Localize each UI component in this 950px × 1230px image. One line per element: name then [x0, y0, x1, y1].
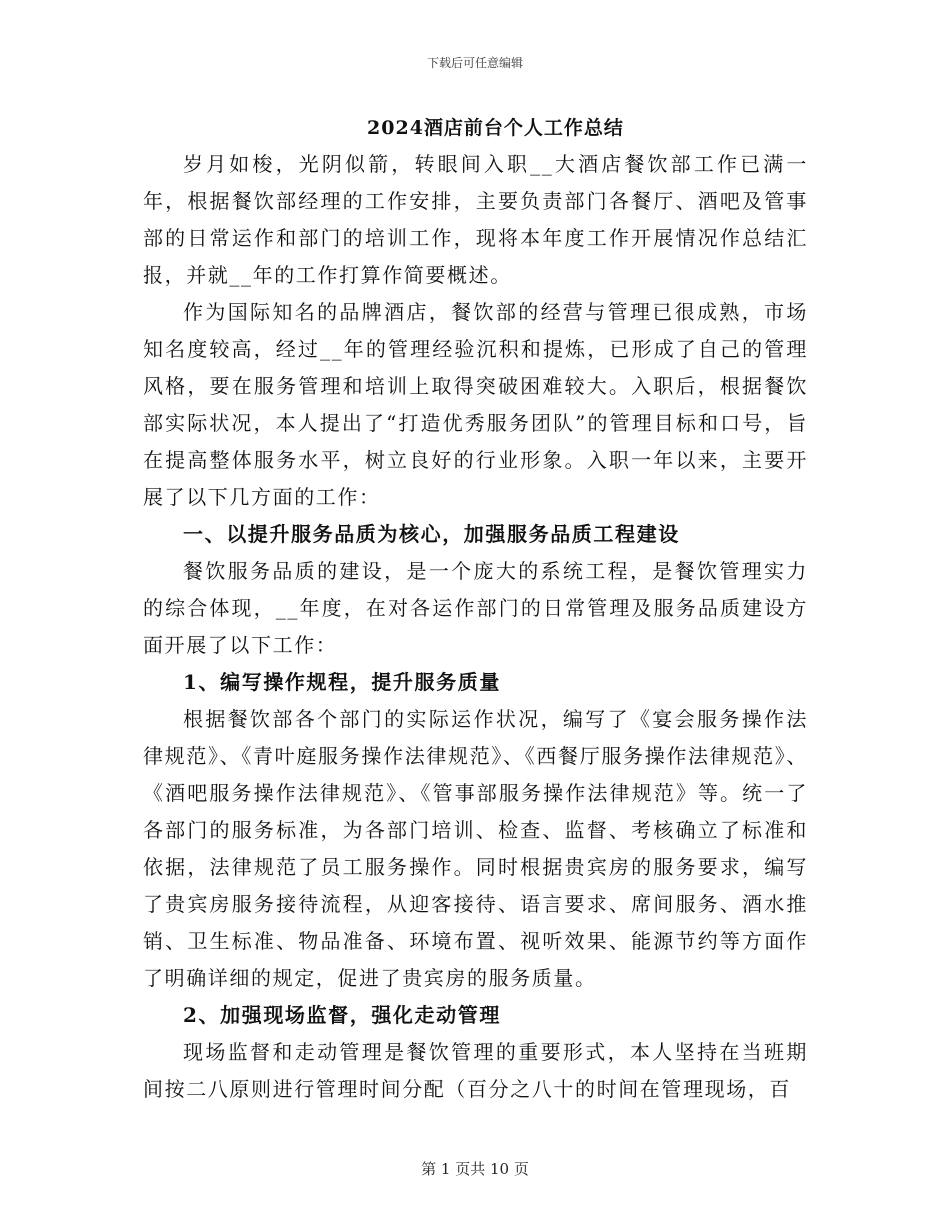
page-footer-number: 第 1 页共 10 页	[421, 1160, 529, 1178]
subsection-1-heading: 1、编写操作规程，提升服务质量	[183, 670, 501, 694]
section-1-paragraph: 餐饮服务品质的建设，是一个庞大的系统工程，是餐饮管理实力的综合体现，__年度，在对各运作部门的日常管理及服务品质建设方面开展了以下工作：	[143, 559, 808, 657]
subsection-2-heading: 2、加强现场监督，强化走动管理	[183, 1003, 501, 1027]
document-body	[143, 110, 808, 1108]
page-header-note: 下载后可任意编辑	[426, 56, 523, 70]
subsection-2-paragraph: 现场监督和走动管理是餐饮管理的重要形式，本人坚持在当班期间按二八原则进行管理时间分配（百分之八十的时间在管理现场，百	[143, 1040, 808, 1101]
document-title: 2024酒店前台个人工作总结	[367, 117, 624, 139]
subsection-1-paragraph: 根据餐饮部各个部门的实际运作状况，编写了《宴会服务操作法律规范》、《青叶庭服务操作法律规范》、《西餐厅服务操作法律规范》、《酒吧服务操作法律规范》、《管事部服务操作法律规范》等。统一了各部门的服务标准，为各部门培训、检查、监督、考核确立了标准和依据，法律规范了员工服务操作。同时根据贵宾房的服务要求，编写了贵宾房服务接待流程，从迎客接待、语言要求、席间服务、酒水推销、卫生标准、物品准备、环境布置、视听效果、能源节约等方面作了明确详细的规定，促进了贵宾房的服务质量。	[143, 707, 808, 990]
intro-paragraph-2: 作为国际知名的品牌酒店，餐饮部的经营与管理已很成熟，市场知名度较高，经过__年的管理经验沉积和提炼，已形成了自己的管理风格，要在服务管理和培训上取得突破困难较大。入职后，根据餐饮部实际状况，本人提出了“打造优秀服务团队”的管理目标和口号，旨在提高整体服务水平，树立良好的行业形象。入职一年以来，主要开展了以下几方面的工作：	[143, 300, 808, 509]
intro-paragraph-1: 岁月如梭，光阴似箭，转眼间入职__大酒店餐饮部工作已满一年，根据餐饮部经理的工作安排，主要负责部门各餐厅、酒吧及管事部的日常运作和部门的培训工作，现将本年度工作开展情况作总结汇报，并就__年的工作打算作简要概述。	[143, 152, 808, 287]
section-1-heading: 一、以提升服务品质为核心，加强服务品质工程建设	[183, 522, 680, 546]
